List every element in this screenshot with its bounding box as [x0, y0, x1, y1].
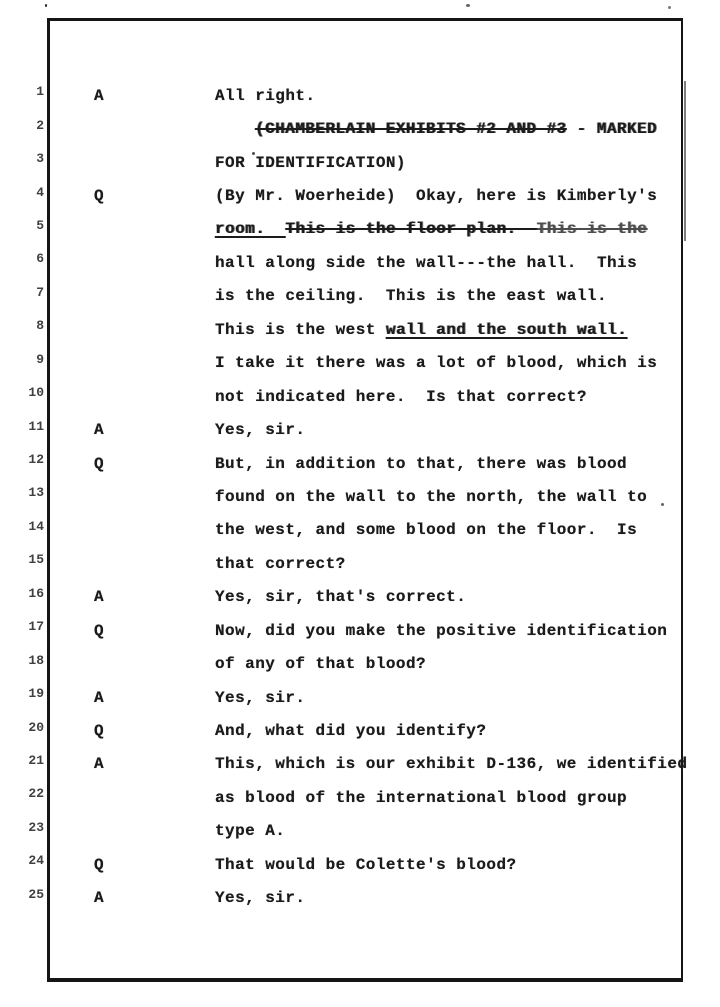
- transcript-line: [16, 146, 710, 179]
- line-text: [215, 220, 647, 238]
- line-number: 12: [28, 452, 44, 468]
- scan-speck: [45, 4, 47, 7]
- speaker-label: Q: [94, 621, 105, 640]
- line-text-segment: Yes, sir.: [215, 688, 306, 707]
- line-number: 5: [36, 217, 44, 233]
- line-text: [215, 689, 305, 707]
- transcript-line: [16, 347, 710, 380]
- line-text: [215, 822, 285, 840]
- speaker-label: A: [94, 421, 105, 440]
- line-text-segment: type A.: [215, 822, 286, 841]
- scan-speck: [668, 6, 671, 9]
- transcript-line: [16, 313, 710, 346]
- transcript-line: [16, 447, 710, 480]
- line-text: [215, 789, 627, 807]
- speaker-label: A: [94, 86, 105, 105]
- line-number: 4: [36, 184, 44, 200]
- line-number: 21: [28, 752, 44, 768]
- transcript-line: [16, 681, 710, 714]
- line-number: 24: [28, 853, 44, 869]
- line-number: 25: [28, 886, 44, 902]
- transcript-line: [16, 848, 710, 881]
- transcript-line: [16, 380, 710, 413]
- line-text: [215, 287, 607, 305]
- line-text-segment: of any of that blood?: [215, 655, 427, 674]
- line-text: [215, 488, 647, 506]
- line-number: 20: [28, 719, 44, 735]
- transcript-line: [16, 581, 710, 614]
- line-text: [215, 87, 316, 105]
- line-number: 16: [28, 585, 44, 601]
- line-text: [215, 755, 687, 773]
- line-text-segment: FOR IDENTIFICATION): [215, 153, 406, 172]
- line-number: 8: [36, 318, 44, 334]
- transcript-line: [16, 480, 710, 513]
- line-text-segment: I take it there was a lot of blood, which is: [215, 354, 658, 373]
- line-text-segment: This is the west: [215, 320, 386, 339]
- line-number: 18: [28, 652, 44, 668]
- line-number: 6: [36, 251, 44, 267]
- line-text: [215, 120, 657, 138]
- line-text-segment: (By Mr. Woerheide) Okay, here is Kimberly's: [215, 187, 658, 206]
- line-text-segment: is the ceiling. This is the east wall.: [215, 287, 608, 306]
- line-number: 13: [28, 485, 44, 501]
- line-text-segment: This, which is our exhibit D-136, we identified: [215, 755, 688, 774]
- line-text: [215, 521, 637, 539]
- line-text: [215, 622, 667, 640]
- transcript-line: [16, 413, 710, 446]
- speaker-label: A: [94, 688, 105, 707]
- transcript-line: [16, 179, 710, 212]
- line-text-segment: wall and the south wall.: [385, 320, 628, 339]
- line-text: [215, 856, 517, 874]
- line-text-segment: not indicated here. Is that correct?: [215, 387, 587, 406]
- line-text: [215, 321, 627, 339]
- transcript-line: [16, 79, 710, 112]
- transcript-line: [16, 112, 710, 145]
- line-text: [215, 254, 637, 272]
- speaker-label: Q: [94, 722, 105, 741]
- speaker-label: A: [94, 588, 105, 607]
- line-text: [215, 889, 305, 907]
- line-text-segment: Yes, sir.: [215, 421, 306, 440]
- line-text: [215, 588, 466, 606]
- line-number: 17: [28, 619, 44, 635]
- transcript-line: [16, 246, 710, 279]
- speaker-label: Q: [94, 454, 105, 473]
- line-number: 14: [28, 518, 44, 534]
- line-text-segment: - MARKED: [566, 120, 658, 139]
- speaker-label: A: [94, 755, 105, 774]
- line-text: [215, 154, 406, 172]
- line-number: 7: [36, 284, 44, 300]
- line-text: [215, 388, 587, 406]
- transcript-line: [16, 714, 710, 747]
- line-number: 11: [28, 418, 44, 434]
- transcript-lines: [16, 79, 710, 915]
- line-text: [215, 187, 657, 205]
- line-number: 9: [36, 351, 44, 367]
- line-number: 3: [36, 151, 44, 167]
- line-text-segment: room.: [215, 220, 286, 239]
- transcript-line: [16, 647, 710, 680]
- line-text-segment: This is the: [536, 220, 648, 239]
- line-text: [215, 421, 305, 439]
- line-text: [215, 655, 426, 673]
- transcript-line: [16, 815, 710, 848]
- line-text-segment: that correct?: [215, 554, 346, 573]
- line-number: 19: [28, 686, 44, 702]
- transcript-line: [16, 547, 710, 580]
- transcript-line: [16, 882, 710, 915]
- speaker-label: A: [94, 889, 105, 908]
- transcript-line: [16, 614, 710, 647]
- line-number: 22: [28, 786, 44, 802]
- line-text-segment: All right.: [215, 86, 316, 105]
- scan-speck: [466, 4, 470, 7]
- transcript-line: [16, 280, 710, 313]
- line-text-segment: That would be Colette's blood?: [215, 855, 517, 874]
- line-text-segment: This is the floor plan.: [285, 220, 537, 239]
- line-text: [215, 455, 627, 473]
- line-number: 23: [28, 819, 44, 835]
- line-text: [215, 354, 657, 372]
- transcript-line: [16, 213, 710, 246]
- line-text-segment: the west, and some blood on the floor. Is: [215, 521, 638, 540]
- line-number: 1: [36, 84, 44, 100]
- line-text-segment: found on the wall to the north, the wall to: [215, 487, 648, 506]
- line-number: 15: [28, 552, 44, 568]
- line-text: [215, 722, 486, 740]
- line-text-segment: as blood of the international blood group: [215, 788, 628, 807]
- transcript-line: [16, 514, 710, 547]
- line-text-segment: Now, did you make the positive identification: [215, 621, 668, 640]
- line-text-segment: (CHAMBERLAIN EXHIBITS #2 AND #3: [255, 120, 567, 139]
- speaker-label: Q: [94, 855, 105, 874]
- line-text: [215, 555, 346, 573]
- speaker-label: Q: [94, 187, 105, 206]
- line-text-segment: Yes, sir, that's correct.: [215, 588, 467, 607]
- line-text-segment: Yes, sir.: [215, 889, 306, 908]
- line-number: 2: [36, 117, 44, 133]
- line-number: 10: [28, 385, 44, 401]
- line-text-segment: And, what did you identify?: [215, 722, 487, 741]
- line-text-segment: hall along side the wall---the hall. This: [215, 253, 638, 272]
- line-text-segment: But, in addition to that, there was blood: [215, 454, 628, 473]
- transcript-line: [16, 781, 710, 814]
- transcript-line: [16, 748, 710, 781]
